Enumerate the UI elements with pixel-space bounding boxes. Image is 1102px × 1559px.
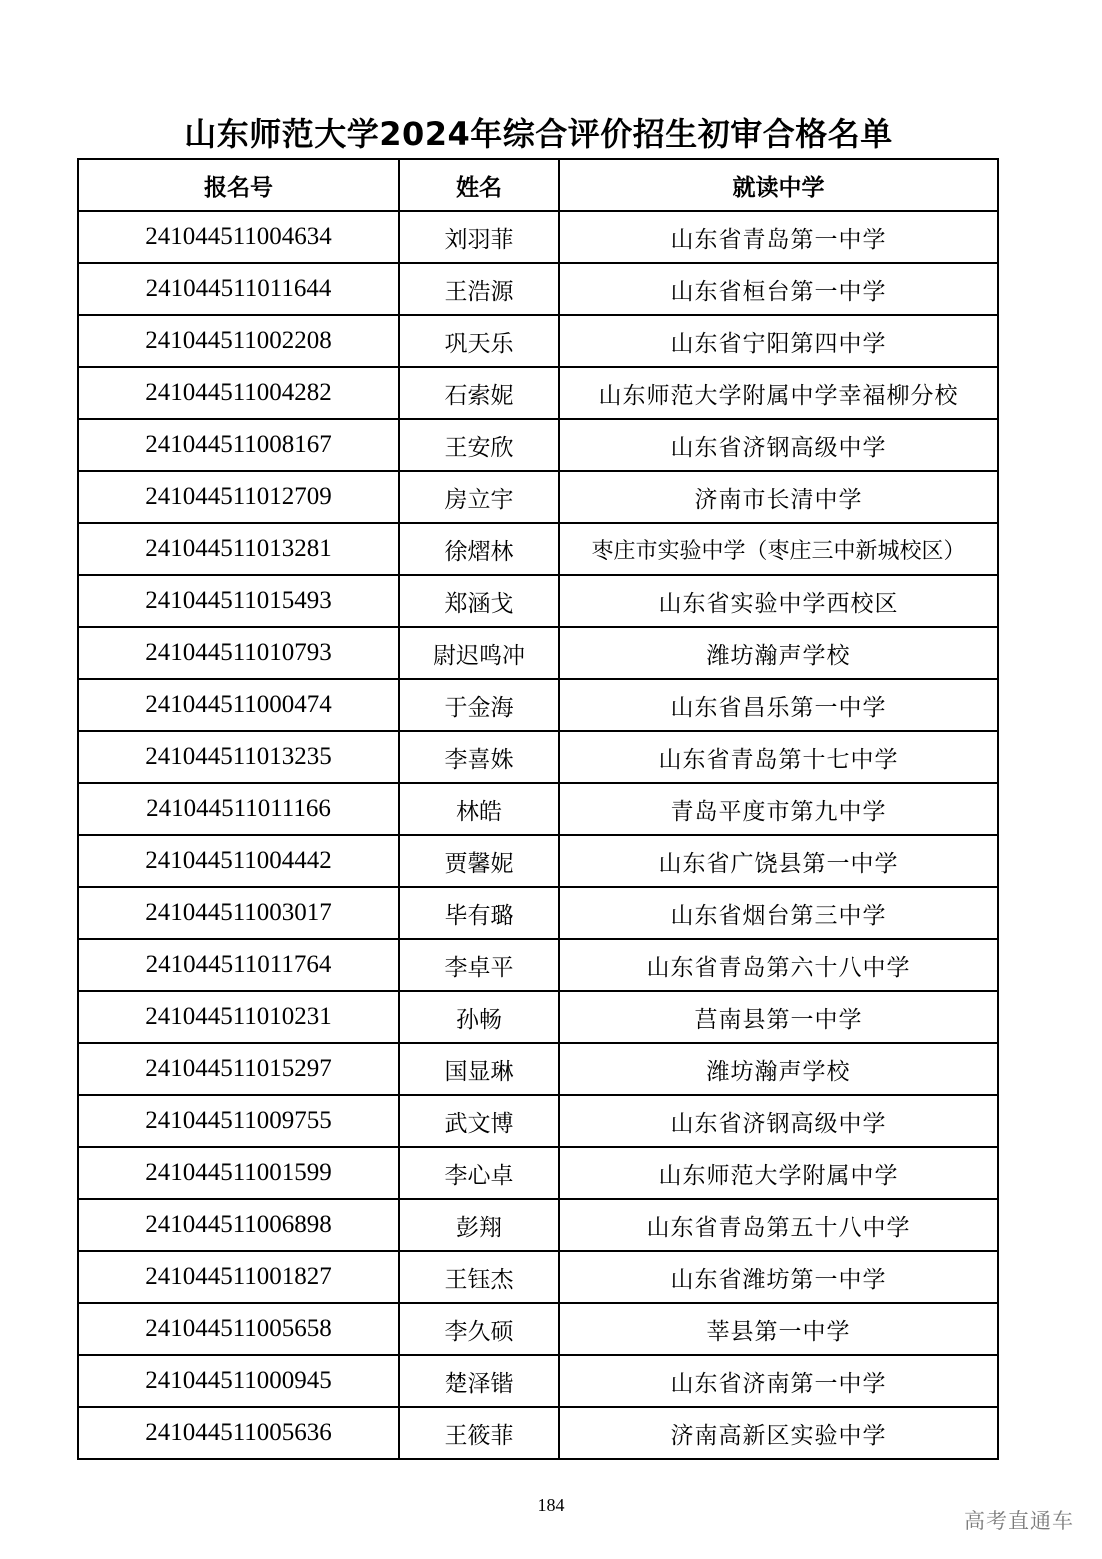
school-cell: 山东省广饶县第一中学: [559, 835, 998, 887]
registration-number-cell: 241044511005658: [78, 1303, 399, 1355]
table-row: [78, 1303, 998, 1355]
school-cell: 山东省青岛第六十八中学: [559, 939, 998, 991]
student-name-cell: 徐熠林: [399, 523, 559, 575]
school-cell: 山东省青岛第一中学: [559, 211, 998, 263]
registration-number-cell: 241044511002208: [78, 315, 399, 367]
registration-number-cell: 241044511003017: [78, 887, 399, 939]
registration-number-cell: 241044511011644: [78, 263, 399, 315]
registration-number-cell: 241044511001599: [78, 1147, 399, 1199]
school-cell: 莘县第一中学: [559, 1303, 998, 1355]
table-row: [78, 263, 998, 315]
table-row: [78, 1199, 998, 1251]
table-row: [78, 679, 998, 731]
table-row: [78, 523, 998, 575]
registration-number-cell: 241044511001827: [78, 1251, 399, 1303]
school-cell: 山东省潍坊第一中学: [559, 1251, 998, 1303]
school-cell: 山东省青岛第五十八中学: [559, 1199, 998, 1251]
table-row: [78, 991, 998, 1043]
school-cell: 山东省实验中学西校区: [559, 575, 998, 627]
school-cell: 潍坊瀚声学校: [559, 627, 998, 679]
table-row: [78, 835, 998, 887]
student-name-cell: 尉迟鸣冲: [399, 627, 559, 679]
student-name-cell: 楚泽锴: [399, 1355, 559, 1407]
registration-number-cell: 241044511009755: [78, 1095, 399, 1147]
school-cell: 山东省济钢高级中学: [559, 419, 998, 471]
school-cell: 青岛平度市第九中学: [559, 783, 998, 835]
registration-number-cell: 241044511012709: [78, 471, 399, 523]
table-header-row: [78, 159, 998, 211]
student-name-cell: 李心卓: [399, 1147, 559, 1199]
school-cell: 山东省桓台第一中学: [559, 263, 998, 315]
school-cell: 山东省昌乐第一中学: [559, 679, 998, 731]
registration-number-cell: 241044511010231: [78, 991, 399, 1043]
document-title: 山东师范大学2024年综合评价招生初审合格名单: [184, 115, 893, 153]
student-name-cell: 贾馨妮: [399, 835, 559, 887]
school-cell: 枣庄市实验中学（枣庄三中新城校区）: [559, 523, 998, 575]
registration-number-cell: 241044511006898: [78, 1199, 399, 1251]
student-name-cell: 石索妮: [399, 367, 559, 419]
student-name-cell: 王浩源: [399, 263, 559, 315]
table-row: [78, 887, 998, 939]
student-name-cell: 王筱菲: [399, 1407, 559, 1459]
school-cell: 山东省青岛第十七中学: [559, 731, 998, 783]
school-cell: 济南市长清中学: [559, 471, 998, 523]
table-row: [78, 575, 998, 627]
registration-number-cell: 241044511000945: [78, 1355, 399, 1407]
registration-number-cell: 241044511004282: [78, 367, 399, 419]
student-name-cell: 孙畅: [399, 991, 559, 1043]
table-row: [78, 471, 998, 523]
registration-number-cell: 241044511015297: [78, 1043, 399, 1095]
school-cell: 山东师范大学附属中学幸福柳分校: [559, 367, 998, 419]
table-row: [78, 1147, 998, 1199]
registration-number-cell: 241044511013235: [78, 731, 399, 783]
header-name: 姓名: [399, 159, 559, 211]
student-name-cell: 李卓平: [399, 939, 559, 991]
table-row: [78, 419, 998, 471]
table-row: [78, 939, 998, 991]
student-name-cell: 毕有璐: [399, 887, 559, 939]
registration-number-cell: 241044511008167: [78, 419, 399, 471]
school-cell: 山东省烟台第三中学: [559, 887, 998, 939]
table-row: [78, 367, 998, 419]
school-cell: 山东省济南第一中学: [559, 1355, 998, 1407]
school-cell: 潍坊瀚声学校: [559, 1043, 998, 1095]
page-number: 184: [537, 1495, 565, 1515]
admission-list-table: [77, 158, 999, 1460]
student-name-cell: 房立宇: [399, 471, 559, 523]
table-row: [78, 1043, 998, 1095]
watermark-text: 高考直通车: [964, 1509, 1074, 1533]
table-row: [78, 315, 998, 367]
student-name-cell: 王钰杰: [399, 1251, 559, 1303]
table-body: [78, 211, 998, 1459]
school-cell: 山东省济钢高级中学: [559, 1095, 998, 1147]
student-name-cell: 巩天乐: [399, 315, 559, 367]
registration-number-cell: 241044511013281: [78, 523, 399, 575]
student-name-cell: 林皓: [399, 783, 559, 835]
registration-number-cell: 241044511005636: [78, 1407, 399, 1459]
student-name-cell: 王安欣: [399, 419, 559, 471]
school-cell: 济南高新区实验中学: [559, 1407, 998, 1459]
table-row: [78, 1355, 998, 1407]
school-cell: 莒南县第一中学: [559, 991, 998, 1043]
school-cell: 山东师范大学附属中学: [559, 1147, 998, 1199]
header-registration-number: 报名号: [78, 159, 399, 211]
student-name-cell: 李久硕: [399, 1303, 559, 1355]
registration-number-cell: 241044511011764: [78, 939, 399, 991]
table-row: [78, 1095, 998, 1147]
table-row: [78, 1251, 998, 1303]
table-row: [78, 731, 998, 783]
registration-number-cell: 241044511000474: [78, 679, 399, 731]
registration-number-cell: 241044511010793: [78, 627, 399, 679]
table-row: [78, 783, 998, 835]
student-name-cell: 国显琳: [399, 1043, 559, 1095]
table-row: [78, 627, 998, 679]
registration-number-cell: 241044511004442: [78, 835, 399, 887]
table-row: [78, 1407, 998, 1459]
student-name-cell: 于金海: [399, 679, 559, 731]
student-name-cell: 李喜姝: [399, 731, 559, 783]
school-cell: 山东省宁阳第四中学: [559, 315, 998, 367]
registration-number-cell: 241044511015493: [78, 575, 399, 627]
student-name-cell: 郑涵戈: [399, 575, 559, 627]
student-name-cell: 刘羽菲: [399, 211, 559, 263]
student-name-cell: 彭翔: [399, 1199, 559, 1251]
registration-number-cell: 241044511011166: [78, 783, 399, 835]
student-name-cell: 武文博: [399, 1095, 559, 1147]
table-row: [78, 211, 998, 263]
registration-number-cell: 241044511004634: [78, 211, 399, 263]
header-school: 就读中学: [559, 159, 998, 211]
